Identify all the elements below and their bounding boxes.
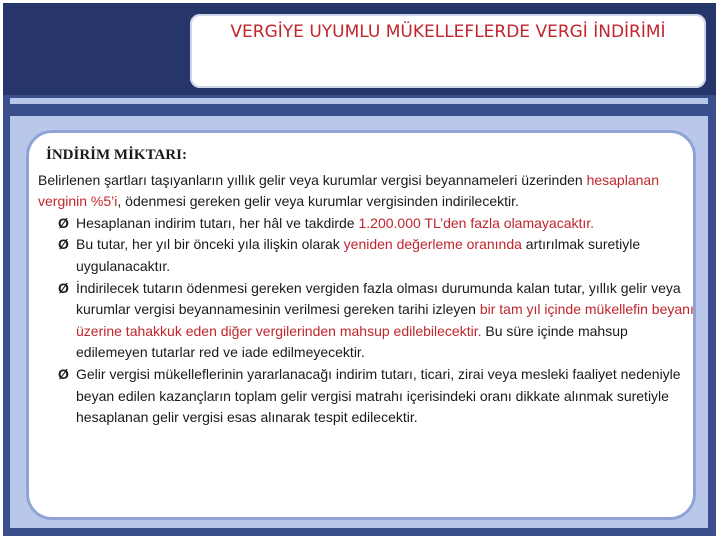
bullet-text: Hesaplanan indirim tutarı, her hâl ve takdirde xyxy=(76,214,359,231)
bullet-text-tail: Bu süre içinde mahsup edilemeyen tutarlar red ve iade edilmeyecektir. xyxy=(76,322,628,361)
slide-title: VERGİYE UYUMLU MÜKELLEFLERDE VERGİ İNDİRİMİ xyxy=(230,22,666,42)
intro-paragraph xyxy=(38,170,698,213)
content-text xyxy=(38,145,698,429)
bullet-highlight: 1.200.000 TL’den fazla olamayacaktır. xyxy=(358,214,595,231)
bullet-item xyxy=(38,234,698,277)
arrow-bullet-icon: Ø xyxy=(58,214,69,231)
divider-bar xyxy=(10,98,708,104)
bullet-text-tail: artırılmak suretiyle uygulanacaktır. xyxy=(76,236,641,274)
intro-highlight: hesaplanan verginin %5’i xyxy=(38,171,659,210)
arrow-bullet-icon: Ø xyxy=(58,236,69,253)
intro-text-1: Belirlenen şartları taşıyanların yıllık gelir veya kurumlar vergisi beyannameleri üzerinden xyxy=(38,171,587,188)
bullet-item xyxy=(38,278,698,364)
bullet-item xyxy=(38,364,698,429)
intro-text-2: , ödenmesi gereken gelir veya kurumlar vergisinden indirilecektir. xyxy=(117,193,519,210)
arrow-bullet-icon: Ø xyxy=(58,365,69,382)
title-box xyxy=(190,14,706,88)
bullet-highlight: bir tam yıl içinde mükellefin beyanı üzerine tahakkuk eden diğer vergilerinden mahsup edilebilecektir. xyxy=(76,301,694,339)
arrow-bullet-icon: Ø xyxy=(58,279,69,296)
bullet-item xyxy=(38,213,698,235)
bullet-highlight: yeniden değerleme oranında xyxy=(343,236,522,253)
bullet-text: Gelir vergisi mükelleflerinin yararlanacağı indirim tutarı, ticari, zirai veya mesleki faaliyet nedeniyle beyan edilen kazançların toplam gelir vergisi matrahı içerisindeki oranı dikkate alınmak suretiyle hesaplanan gelir vergisi esas alınarak tespit edilecektir. xyxy=(76,365,681,426)
bullet-text: Bu tutar, her yıl bir önceki yıla ilişkin olarak xyxy=(76,236,344,253)
section-heading: İNDİRİM MİKTARI: xyxy=(46,147,187,163)
bullet-text: İndirilecek tutarın ödenmesi gereken vergiden fazla olması durumunda kalan tutar, yıllık gelir veya kurumlar vergisi beyannamesinin verilmesi gereken tarihi izleyen xyxy=(76,279,681,318)
